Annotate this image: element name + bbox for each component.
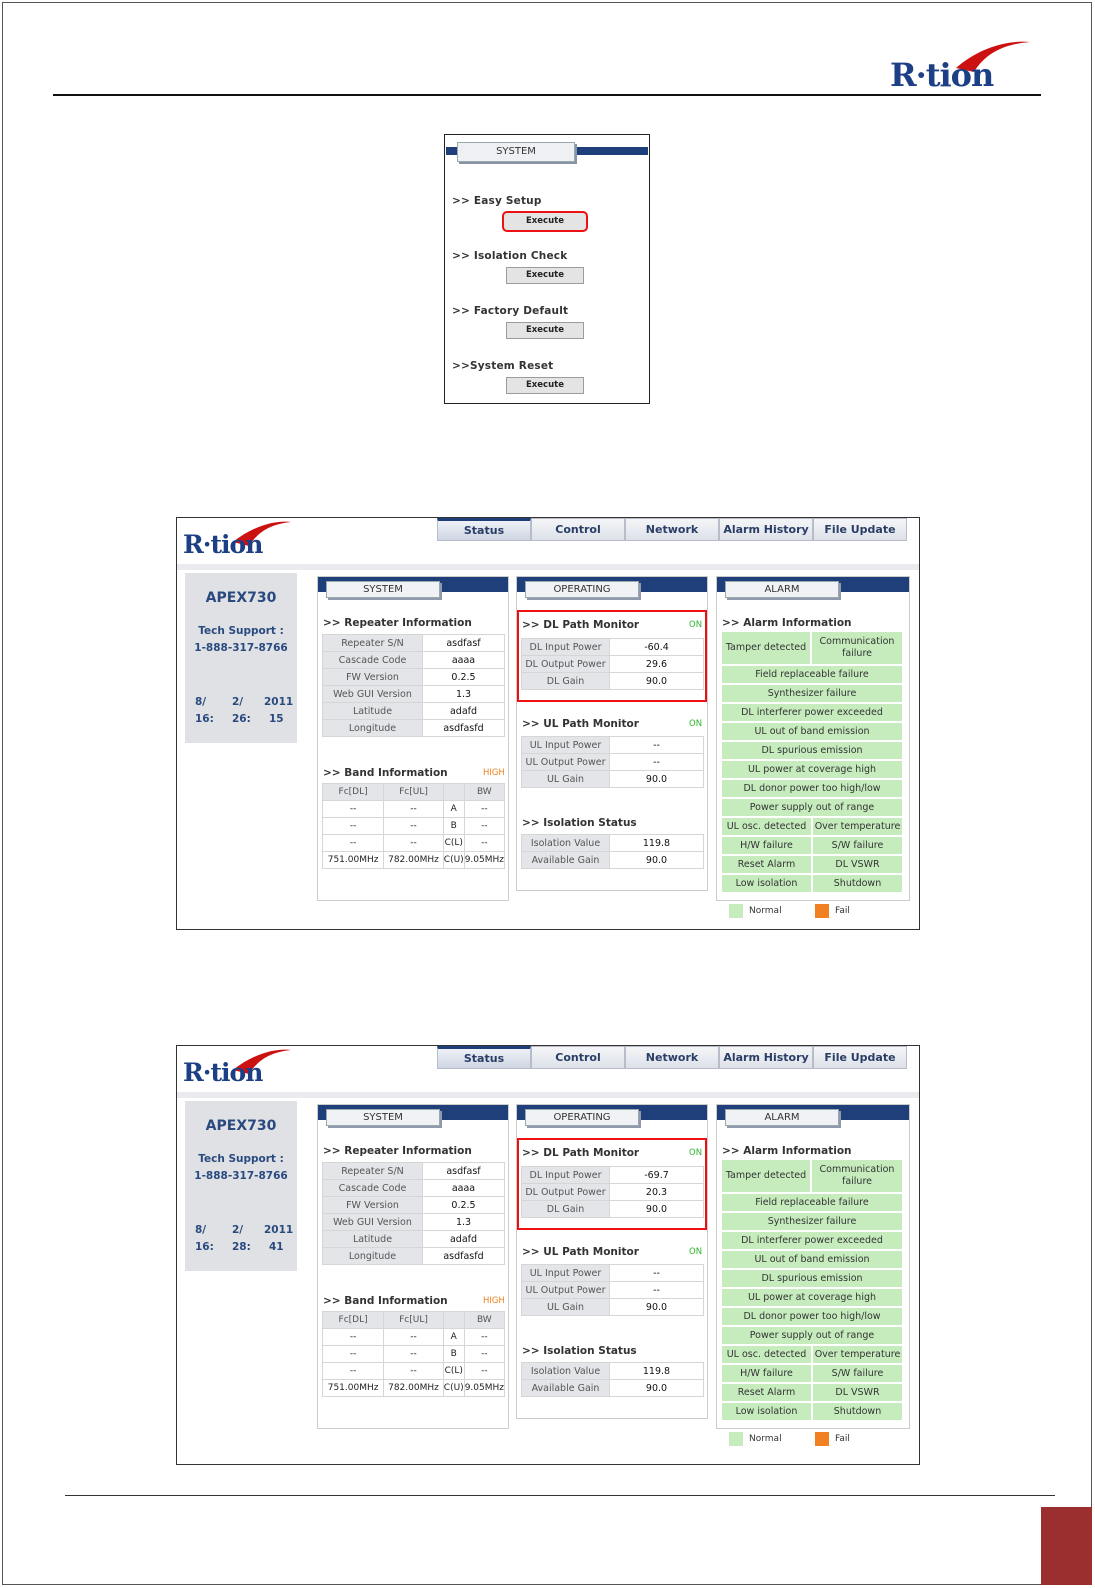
band-cell: -- [323, 1363, 384, 1380]
band-cell: 782.00MHz [384, 852, 444, 869]
dl-label: DL Gain [522, 1201, 610, 1218]
time-hour: 16: [195, 713, 214, 725]
repeater-label: Latitude [323, 703, 423, 720]
legend-normal-label: Normal [749, 1434, 782, 1444]
alarm-indicator: Over temperature [813, 1346, 902, 1363]
alarm-indicator: UL osc. detected [722, 818, 811, 835]
app-logo [183, 1048, 293, 1088]
ul-value: -- [610, 1282, 704, 1299]
repeater-label: Cascade Code [323, 1180, 423, 1197]
tech-support-phone: 1-888-317-8766 [194, 1170, 288, 1182]
dl-path-title: >> DL Path Monitor [522, 619, 640, 631]
alarm-indicator: DL VSWR [813, 856, 902, 873]
system-panel [317, 1104, 509, 1429]
alarm-indicator: Tamper detected [722, 1160, 810, 1192]
band-cell: -- [323, 1346, 384, 1363]
system-dialog [444, 134, 650, 404]
repeater-label: FW Version [323, 669, 423, 686]
band-header-cell [443, 1312, 464, 1329]
iso-row [522, 1363, 704, 1380]
alarm-indicator: Synthesizer failure [722, 685, 902, 702]
dl-path-status: ON [689, 620, 703, 630]
dl-value: 90.0 [610, 1201, 704, 1218]
system-reset-execute-button[interactable]: Execute [506, 377, 584, 394]
band-row [323, 818, 505, 835]
alarm-indicator: Over temperature [813, 818, 902, 835]
tab-network[interactable]: Network [625, 518, 719, 541]
band-cell: -- [323, 818, 384, 835]
band-cell: -- [464, 1363, 504, 1380]
band-row [323, 1346, 505, 1363]
iso-row [522, 1380, 704, 1397]
repeater-info-title: >> Repeater Information [323, 617, 472, 629]
alarm-info-title: >> Alarm Information [722, 1145, 852, 1157]
repeater-row [323, 1214, 505, 1231]
alarm-panel-tab: ALARM [725, 1109, 839, 1126]
logo-text: R·tion [183, 1058, 263, 1087]
operating-panel [516, 1104, 708, 1419]
band-cell: C(L) [443, 835, 464, 852]
repeater-label: Repeater S/N [323, 635, 423, 652]
band-header-cell: BW [464, 1312, 504, 1329]
band-cell: -- [464, 835, 504, 852]
band-header-cell: Fc[UL] [384, 1312, 444, 1329]
repeater-row [323, 1197, 505, 1214]
device-info-panel [185, 573, 297, 743]
band-cell: 9.05MHz [464, 852, 504, 869]
band-cell: A [443, 801, 464, 818]
band-row [323, 835, 505, 852]
alarm-indicator: Tamper detected [722, 632, 810, 664]
ul-value: -- [610, 737, 704, 754]
band-status-badge: HIGH [483, 768, 505, 778]
date-month: 8/ [195, 1224, 207, 1236]
repeater-label: Web GUI Version [323, 1214, 423, 1231]
band-cell: 751.00MHz [323, 852, 384, 869]
ul-label: UL Gain [522, 771, 610, 788]
band-info-title: >> Band Information [323, 767, 448, 779]
repeater-row [323, 1163, 505, 1180]
factory-default-execute-button[interactable]: Execute [506, 322, 584, 339]
ul-row [522, 1265, 704, 1282]
alarm-indicator: DL spurious emission [722, 1270, 902, 1287]
ul-value: -- [610, 754, 704, 771]
alarm-indicator: H/W failure [722, 837, 811, 854]
isolation-status-table [521, 1362, 704, 1397]
band-row [323, 852, 505, 869]
alarm-indicator: DL donor power too high/low [722, 1308, 902, 1325]
band-cell: -- [464, 1329, 504, 1346]
header-logo [886, 38, 1031, 93]
band-header-cell: Fc[DL] [323, 1312, 384, 1329]
alarm-indicator: DL interferer power exceeded [722, 704, 902, 721]
date-year: 2011 [264, 1224, 294, 1236]
tech-support-phone: 1-888-317-8766 [194, 642, 288, 654]
repeater-value: asdfasfd [423, 1248, 505, 1265]
alarm-indicator: Power supply out of range [722, 1327, 902, 1344]
alarm-indicator: Synthesizer failure [722, 1213, 902, 1230]
repeater-value: 0.2.5 [423, 669, 505, 686]
repeater-row [323, 1248, 505, 1265]
repeater-row [323, 703, 505, 720]
dl-value: 29.6 [610, 656, 704, 673]
tab-alarm-history[interactable]: Alarm History [719, 518, 813, 541]
alarm-indicator: Reset Alarm [722, 856, 811, 873]
easy-setup-execute-button[interactable]: Execute [502, 211, 588, 232]
alarm-indicator: UL power at coverage high [722, 761, 902, 778]
logo-text: R·tion [183, 530, 263, 559]
dl-value: 20.3 [610, 1184, 704, 1201]
band-cell: -- [384, 801, 444, 818]
band-info-table [322, 783, 505, 869]
band-cell: -- [384, 835, 444, 852]
alarm-indicator: Shutdown [813, 875, 902, 892]
repeater-row [323, 635, 505, 652]
dl-path-highlight [517, 1138, 707, 1230]
legend-normal-swatch [729, 1432, 743, 1446]
tab-alarm-history[interactable]: Alarm History [719, 1046, 813, 1069]
legend-fail-swatch [815, 904, 829, 918]
easy-setup-label: >> Easy Setup [452, 195, 542, 207]
band-row [323, 1329, 505, 1346]
alarm-indicator: S/W failure [813, 837, 902, 854]
model-name: APEX730 [205, 590, 277, 606]
legend-normal-swatch [729, 904, 743, 918]
ul-label: UL Output Power [522, 754, 610, 771]
legend-normal-label: Normal [749, 906, 782, 916]
repeater-row [323, 686, 505, 703]
device-info-panel [185, 1101, 297, 1271]
ul-path-title: >> UL Path Monitor [522, 718, 639, 730]
band-header-row [323, 1312, 505, 1329]
system-panel [317, 576, 509, 901]
ul-path-table [521, 736, 704, 788]
band-cell: -- [464, 818, 504, 835]
iso-value: 90.0 [610, 1380, 704, 1397]
repeater-row [323, 1231, 505, 1248]
operating-panel-tab: OPERATING [525, 581, 639, 598]
repeater-label: Longitude [323, 720, 423, 737]
band-cell: -- [384, 818, 444, 835]
dl-label: DL Input Power [522, 639, 610, 656]
iso-label: Isolation Value [522, 835, 610, 852]
time-minute: 26: [232, 713, 251, 725]
alarm-indicator: Field replaceable failure [722, 1194, 902, 1211]
app-logo [183, 520, 293, 560]
repeater-value: asdfasf [423, 635, 505, 652]
dl-path-title: >> DL Path Monitor [522, 1147, 640, 1159]
dl-value: -60.4 [610, 639, 704, 656]
alarm-indicator: DL spurious emission [722, 742, 902, 759]
repeater-value: adafd [423, 703, 505, 720]
isolation-check-label: >> Isolation Check [452, 250, 568, 262]
band-header-cell [443, 784, 464, 801]
band-cell: B [443, 1346, 464, 1363]
legend-fail-label: Fail [835, 1434, 850, 1444]
date-day: 2/ [232, 696, 244, 708]
tech-support-label: Tech Support : [198, 1153, 284, 1165]
tab-file-update[interactable]: File Update [813, 1046, 907, 1069]
repeater-label: Longitude [323, 1248, 423, 1265]
dl-value: -69.7 [610, 1167, 704, 1184]
dl-value: 90.0 [610, 673, 704, 690]
time-minute: 28: [232, 1241, 251, 1253]
iso-value: 90.0 [610, 852, 704, 869]
alarm-indicator: H/W failure [722, 1365, 811, 1382]
iso-value: 119.8 [610, 1363, 704, 1380]
alarm-indicator: DL VSWR [813, 1384, 902, 1401]
band-cell: 751.00MHz [323, 1380, 384, 1397]
alarm-indicator: UL osc. detected [722, 1346, 811, 1363]
isolation-check-execute-button[interactable]: Execute [506, 267, 584, 284]
ul-label: UL Gain [522, 1299, 610, 1316]
dl-label: DL Input Power [522, 1167, 610, 1184]
iso-value: 119.8 [610, 835, 704, 852]
band-info-title: >> Band Information [323, 1295, 448, 1307]
tab-control[interactable]: Control [531, 1046, 625, 1069]
ul-row [522, 754, 704, 771]
band-header-cell: Fc[UL] [384, 784, 444, 801]
alarm-indicator: UL out of band emission [722, 723, 902, 740]
band-cell: -- [384, 1363, 444, 1380]
alarm-indicator: DL interferer power exceeded [722, 1232, 902, 1249]
date-day: 2/ [232, 1224, 244, 1236]
alarm-info-title: >> Alarm Information [722, 617, 852, 629]
ul-row [522, 771, 704, 788]
repeater-label: Latitude [323, 1231, 423, 1248]
band-header-cell: Fc[DL] [323, 784, 384, 801]
alarm-indicator: S/W failure [813, 1365, 902, 1382]
repeater-value: aaaa [423, 652, 505, 669]
band-cell: 9.05MHz [464, 1380, 504, 1397]
alarm-indicator: Field replaceable failure [722, 666, 902, 683]
logo-text: R·tion [890, 56, 994, 94]
repeater-info-table [322, 634, 505, 737]
band-header-row [323, 784, 505, 801]
band-cell: C(U) [443, 852, 464, 869]
alarm-indicator: Power supply out of range [722, 799, 902, 816]
tab-file-update[interactable]: File Update [813, 518, 907, 541]
date-year: 2011 [264, 696, 294, 708]
iso-row [522, 852, 704, 869]
repeater-label: Cascade Code [323, 652, 423, 669]
ul-path-title: >> UL Path Monitor [522, 1246, 639, 1258]
iso-row [522, 835, 704, 852]
band-cell: B [443, 818, 464, 835]
legend-fail-swatch [815, 1432, 829, 1446]
alarm-indicator: Shutdown [813, 1403, 902, 1420]
ul-label: UL Input Power [522, 1265, 610, 1282]
tab-status[interactable]: Status [437, 518, 531, 541]
band-cell: -- [323, 801, 384, 818]
iso-label: Available Gain [522, 1380, 610, 1397]
dl-path-highlight [517, 610, 707, 702]
isolation-status-table [521, 834, 704, 869]
repeater-row [323, 652, 505, 669]
legend-fail-label: Fail [835, 906, 850, 916]
status-screen-1 [176, 517, 920, 930]
time-second: 15 [269, 713, 284, 725]
tab-control[interactable]: Control [531, 518, 625, 541]
iso-label: Available Gain [522, 852, 610, 869]
alarm-indicator: UL power at coverage high [722, 1289, 902, 1306]
band-cell: -- [384, 1329, 444, 1346]
ul-path-status: ON [689, 719, 703, 729]
repeater-row [323, 720, 505, 737]
repeater-row [323, 669, 505, 686]
operating-panel-tab: OPERATING [525, 1109, 639, 1126]
time-second: 41 [269, 1241, 284, 1253]
ul-path-status: ON [689, 1247, 703, 1257]
dl-label: DL Output Power [522, 1184, 610, 1201]
tab-network[interactable]: Network [625, 1046, 719, 1069]
ul-label: UL Input Power [522, 737, 610, 754]
system-panel-tab: SYSTEM [326, 581, 440, 598]
system-reset-label: >>System Reset [452, 360, 554, 372]
time-hour: 16: [195, 1241, 214, 1253]
repeater-value: 0.2.5 [423, 1197, 505, 1214]
repeater-info-table [322, 1162, 505, 1265]
repeater-value: adafd [423, 1231, 505, 1248]
tech-support-label: Tech Support : [198, 625, 284, 637]
band-cell: C(L) [443, 1363, 464, 1380]
band-cell: -- [323, 1329, 384, 1346]
band-status-badge: HIGH [483, 1296, 505, 1306]
band-cell: A [443, 1329, 464, 1346]
alarm-indicator: Communication failure [812, 632, 902, 664]
alarm-indicator: Low isolation [722, 1403, 811, 1420]
repeater-info-title: >> Repeater Information [323, 1145, 472, 1157]
alarm-indicator: DL donor power too high/low [722, 780, 902, 797]
repeater-value: aaaa [423, 1180, 505, 1197]
ul-row [522, 737, 704, 754]
band-row [323, 801, 505, 818]
footer-rule [65, 1495, 1055, 1496]
header-divider [177, 1092, 920, 1098]
isolation-status-title: >> Isolation Status [522, 817, 637, 829]
header-divider [177, 564, 920, 570]
system-panel-tab: SYSTEM [326, 1109, 440, 1126]
band-cell: C(U) [443, 1380, 464, 1397]
ul-row [522, 1282, 704, 1299]
date-month: 8/ [195, 696, 207, 708]
repeater-value: asdfasfd [423, 720, 505, 737]
band-row [323, 1380, 505, 1397]
repeater-value: asdfasf [423, 1163, 505, 1180]
status-screen-2 [176, 1045, 920, 1465]
tab-status[interactable]: Status [437, 1046, 531, 1069]
band-cell: -- [464, 801, 504, 818]
alarm-indicator: Communication failure [812, 1160, 902, 1192]
factory-default-label: >> Factory Default [452, 305, 569, 317]
isolation-status-title: >> Isolation Status [522, 1345, 637, 1357]
alarm-panel [716, 1104, 910, 1429]
band-info-table [322, 1311, 505, 1397]
alarm-panel-tab: ALARM [725, 581, 839, 598]
ul-row [522, 1299, 704, 1316]
band-cell: 782.00MHz [384, 1380, 444, 1397]
band-cell: -- [464, 1346, 504, 1363]
ul-value: 90.0 [610, 771, 704, 788]
alarm-panel [716, 576, 910, 901]
band-cell: -- [323, 835, 384, 852]
repeater-label: Web GUI Version [323, 686, 423, 703]
repeater-label: FW Version [323, 1197, 423, 1214]
alarm-indicator: Reset Alarm [722, 1384, 811, 1401]
dl-label: DL Output Power [522, 656, 610, 673]
ul-label: UL Output Power [522, 1282, 610, 1299]
band-header-cell: BW [464, 784, 504, 801]
dl-path-status: ON [689, 1148, 703, 1158]
repeater-row [323, 1180, 505, 1197]
repeater-value: 1.3 [423, 686, 505, 703]
band-row [323, 1363, 505, 1380]
system-tab: SYSTEM [457, 142, 575, 162]
dl-label: DL Gain [522, 673, 610, 690]
header-rule [53, 94, 1041, 96]
iso-label: Isolation Value [522, 1363, 610, 1380]
ul-path-table [521, 1264, 704, 1316]
repeater-value: 1.3 [423, 1214, 505, 1231]
repeater-label: Repeater S/N [323, 1163, 423, 1180]
ul-value: -- [610, 1265, 704, 1282]
page-number-badge [1041, 1507, 1092, 1585]
band-cell: -- [384, 1346, 444, 1363]
model-name: APEX730 [205, 1118, 277, 1134]
alarm-indicator: UL out of band emission [722, 1251, 902, 1268]
ul-value: 90.0 [610, 1299, 704, 1316]
operating-panel [516, 576, 708, 891]
alarm-indicator: Low isolation [722, 875, 811, 892]
